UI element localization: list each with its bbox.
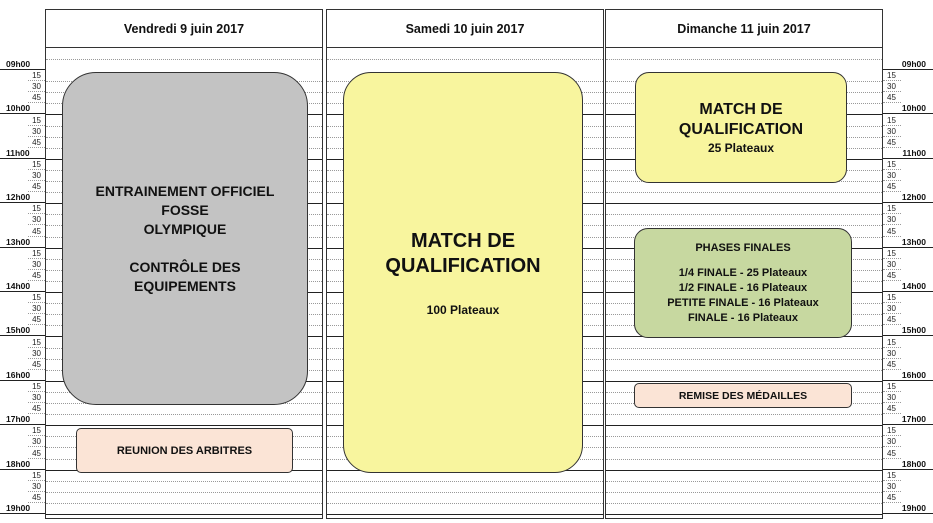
- quarter-label: 45: [32, 226, 41, 236]
- quarter-gridline: [327, 503, 603, 504]
- quarter-label: 30: [887, 126, 896, 136]
- quarter-gridline: [606, 59, 882, 60]
- hour-label: 17h00: [6, 414, 31, 425]
- hour-gridline: [606, 425, 882, 426]
- event-text-line: CONTRÔLE DES: [129, 258, 241, 275]
- event-text-line: ENTRAINEMENT OFFICIEL: [95, 182, 275, 199]
- quarter-gridline: [606, 359, 882, 360]
- quarter-label: 30: [887, 215, 896, 225]
- quarter-label: 15: [887, 115, 896, 125]
- quarter-gridline: [327, 492, 603, 493]
- quarter-label: 15: [32, 381, 41, 391]
- hour-label: 09h00: [6, 59, 31, 69]
- day-header-friday: Vendredi 9 juin 2017: [46, 10, 322, 48]
- hour-gridline: [606, 381, 882, 382]
- event-title-line: QUALIFICATION: [678, 120, 804, 138]
- quarter-label: 30: [32, 348, 41, 358]
- hour-label: 09h00: [901, 59, 926, 69]
- quarter-label: 45: [887, 270, 896, 280]
- quarter-label: 30: [32, 126, 41, 136]
- hour-gridline: [46, 425, 322, 426]
- event-title-line: QUALIFICATION: [385, 254, 541, 277]
- quarter-label: 45: [32, 448, 41, 458]
- quarter-label: 45: [32, 359, 41, 369]
- quarter-label: 45: [32, 182, 41, 192]
- quarter-label: 45: [32, 404, 41, 414]
- quarter-gridline: [606, 214, 882, 215]
- quarter-label: 45: [887, 404, 896, 414]
- quarter-label: 30: [32, 437, 41, 447]
- quarter-label: 30: [887, 348, 896, 358]
- quarter-label: 30: [32, 82, 41, 92]
- event-sunday-qualification[interactable]: [635, 72, 847, 183]
- quarter-label: 45: [887, 315, 896, 325]
- hour-label: 15h00: [6, 325, 31, 336]
- quarter-label: 15: [887, 337, 896, 347]
- quarter-label: 15: [887, 293, 896, 303]
- event-friday-referees-meeting[interactable]: [76, 428, 293, 473]
- event-saturday-qualification[interactable]: [343, 72, 583, 473]
- event-text-line: FOSSE: [161, 201, 209, 218]
- quarter-label: 45: [887, 182, 896, 192]
- hour-gridline: [46, 514, 322, 515]
- quarter-label: 30: [32, 393, 41, 402]
- quarter-label: 30: [887, 437, 896, 447]
- hour-label: 10h00: [901, 103, 926, 114]
- quarter-label: 45: [887, 359, 896, 369]
- quarter-label: 45: [32, 270, 41, 280]
- quarter-label: 15: [887, 159, 896, 169]
- quarter-gridline: [606, 414, 882, 415]
- quarter-gridline: [606, 459, 882, 460]
- event-text-line: REMISE DES MÉDAILLES: [678, 389, 808, 402]
- event-sunday-finals[interactable]: [634, 228, 852, 338]
- hour-label: 12h00: [901, 192, 926, 203]
- quarter-gridline: [606, 370, 882, 371]
- hour-label: 16h00: [901, 369, 926, 380]
- hour-gridline: [327, 514, 603, 515]
- quarter-label: 15: [887, 71, 896, 81]
- hour-label: 11h00: [902, 147, 926, 158]
- time-axis-right: [883, 0, 928, 523]
- event-title: PHASES FINALES: [695, 241, 791, 254]
- quarter-gridline: [606, 348, 882, 349]
- quarter-gridline: [46, 414, 322, 415]
- hour-label: 19h00: [6, 503, 31, 513]
- event-item: 1/2 FINALE - 16 Plateaux: [678, 281, 808, 294]
- event-title-line: MATCH DE: [699, 100, 783, 118]
- hour-label: 14h00: [6, 281, 31, 291]
- quarter-gridline: [606, 503, 882, 504]
- quarter-label: 45: [32, 93, 41, 103]
- quarter-label: 30: [887, 393, 896, 402]
- quarter-label: 45: [887, 492, 896, 502]
- quarter-label: 30: [887, 82, 896, 92]
- quarter-label: 15: [32, 293, 41, 303]
- quarter-label: 15: [32, 248, 41, 258]
- event-subtitle: 100 Plateaux: [426, 302, 500, 317]
- quarter-gridline: [46, 481, 322, 482]
- quarter-label: 15: [887, 204, 896, 214]
- event-item: PETITE FINALE - 16 Plateaux: [667, 296, 819, 309]
- quarter-label: 15: [32, 159, 41, 169]
- quarter-label: 45: [887, 226, 896, 236]
- quarter-label: 30: [32, 304, 41, 314]
- quarter-gridline: [606, 192, 882, 193]
- event-title-line: MATCH DE: [410, 229, 516, 252]
- quarter-label: 30: [32, 481, 41, 491]
- quarter-label: 45: [887, 137, 896, 147]
- day-header-sunday: Dimanche 11 juin 2017: [606, 10, 882, 48]
- hour-gridline: [606, 203, 882, 204]
- event-text-line: EQUIPEMENTS: [134, 277, 236, 294]
- day-header-saturday: Samedi 10 juin 2017: [327, 10, 603, 48]
- quarter-gridline: [606, 447, 882, 448]
- quarter-label: 45: [887, 93, 896, 103]
- quarter-label: 30: [32, 215, 41, 225]
- event-subtitle: 25 Plateaux: [707, 140, 775, 155]
- quarter-label: 30: [887, 259, 896, 269]
- quarter-gridline: [606, 481, 882, 482]
- event-item: FINALE - 16 Plateaux: [687, 311, 799, 324]
- hour-label: 13h00: [901, 236, 926, 247]
- quarter-gridline: [606, 492, 882, 493]
- quarter-gridline: [327, 59, 603, 60]
- hour-label: 14h00: [901, 281, 926, 291]
- hour-gridline: [606, 514, 882, 515]
- quarter-label: 45: [32, 492, 41, 502]
- quarter-label: 45: [32, 137, 41, 147]
- quarter-label: 30: [32, 259, 41, 269]
- hour-label: 13h00: [6, 236, 31, 247]
- quarter-label: 15: [32, 115, 41, 125]
- quarter-label: 45: [32, 315, 41, 325]
- time-axis-left: [0, 0, 45, 523]
- quarter-label: 30: [32, 171, 41, 180]
- quarter-gridline: [606, 436, 882, 437]
- quarter-label: 30: [887, 481, 896, 491]
- quarter-gridline: [46, 503, 322, 504]
- quarter-gridline: [327, 481, 603, 482]
- quarter-label: 15: [32, 470, 41, 480]
- event-friday-training[interactable]: [62, 72, 308, 405]
- event-text-line: REUNION DES ARBITRES: [116, 444, 253, 457]
- quarter-label: 15: [887, 470, 896, 480]
- quarter-label: 15: [32, 426, 41, 436]
- hour-label: 17h00: [901, 414, 926, 425]
- quarter-label: 15: [32, 204, 41, 214]
- quarter-label: 15: [32, 337, 41, 347]
- quarter-label: 15: [32, 71, 41, 81]
- quarter-label: 15: [887, 426, 896, 436]
- hour-label: 10h00: [6, 103, 31, 114]
- hour-gridline: [606, 470, 882, 471]
- hour-label: 16h00: [6, 369, 31, 380]
- hour-label: 15h00: [901, 325, 926, 336]
- hour-label: 18h00: [901, 458, 926, 469]
- event-item: 1/4 FINALE - 25 Plateaux: [678, 266, 808, 279]
- event-sunday-medals[interactable]: [634, 383, 852, 408]
- quarter-gridline: [46, 59, 322, 60]
- hour-label: 11h00: [6, 147, 30, 158]
- event-text-line: OLYMPIQUE: [143, 220, 227, 237]
- quarter-label: 30: [887, 171, 896, 180]
- quarter-label: 30: [887, 304, 896, 314]
- quarter-gridline: [46, 492, 322, 493]
- hour-label: 18h00: [6, 458, 31, 469]
- quarter-label: 45: [887, 448, 896, 458]
- hour-label: 12h00: [6, 192, 31, 203]
- quarter-label: 15: [887, 381, 896, 391]
- hour-label: 19h00: [901, 503, 926, 513]
- quarter-label: 15: [887, 248, 896, 258]
- quarter-gridline: [606, 225, 882, 226]
